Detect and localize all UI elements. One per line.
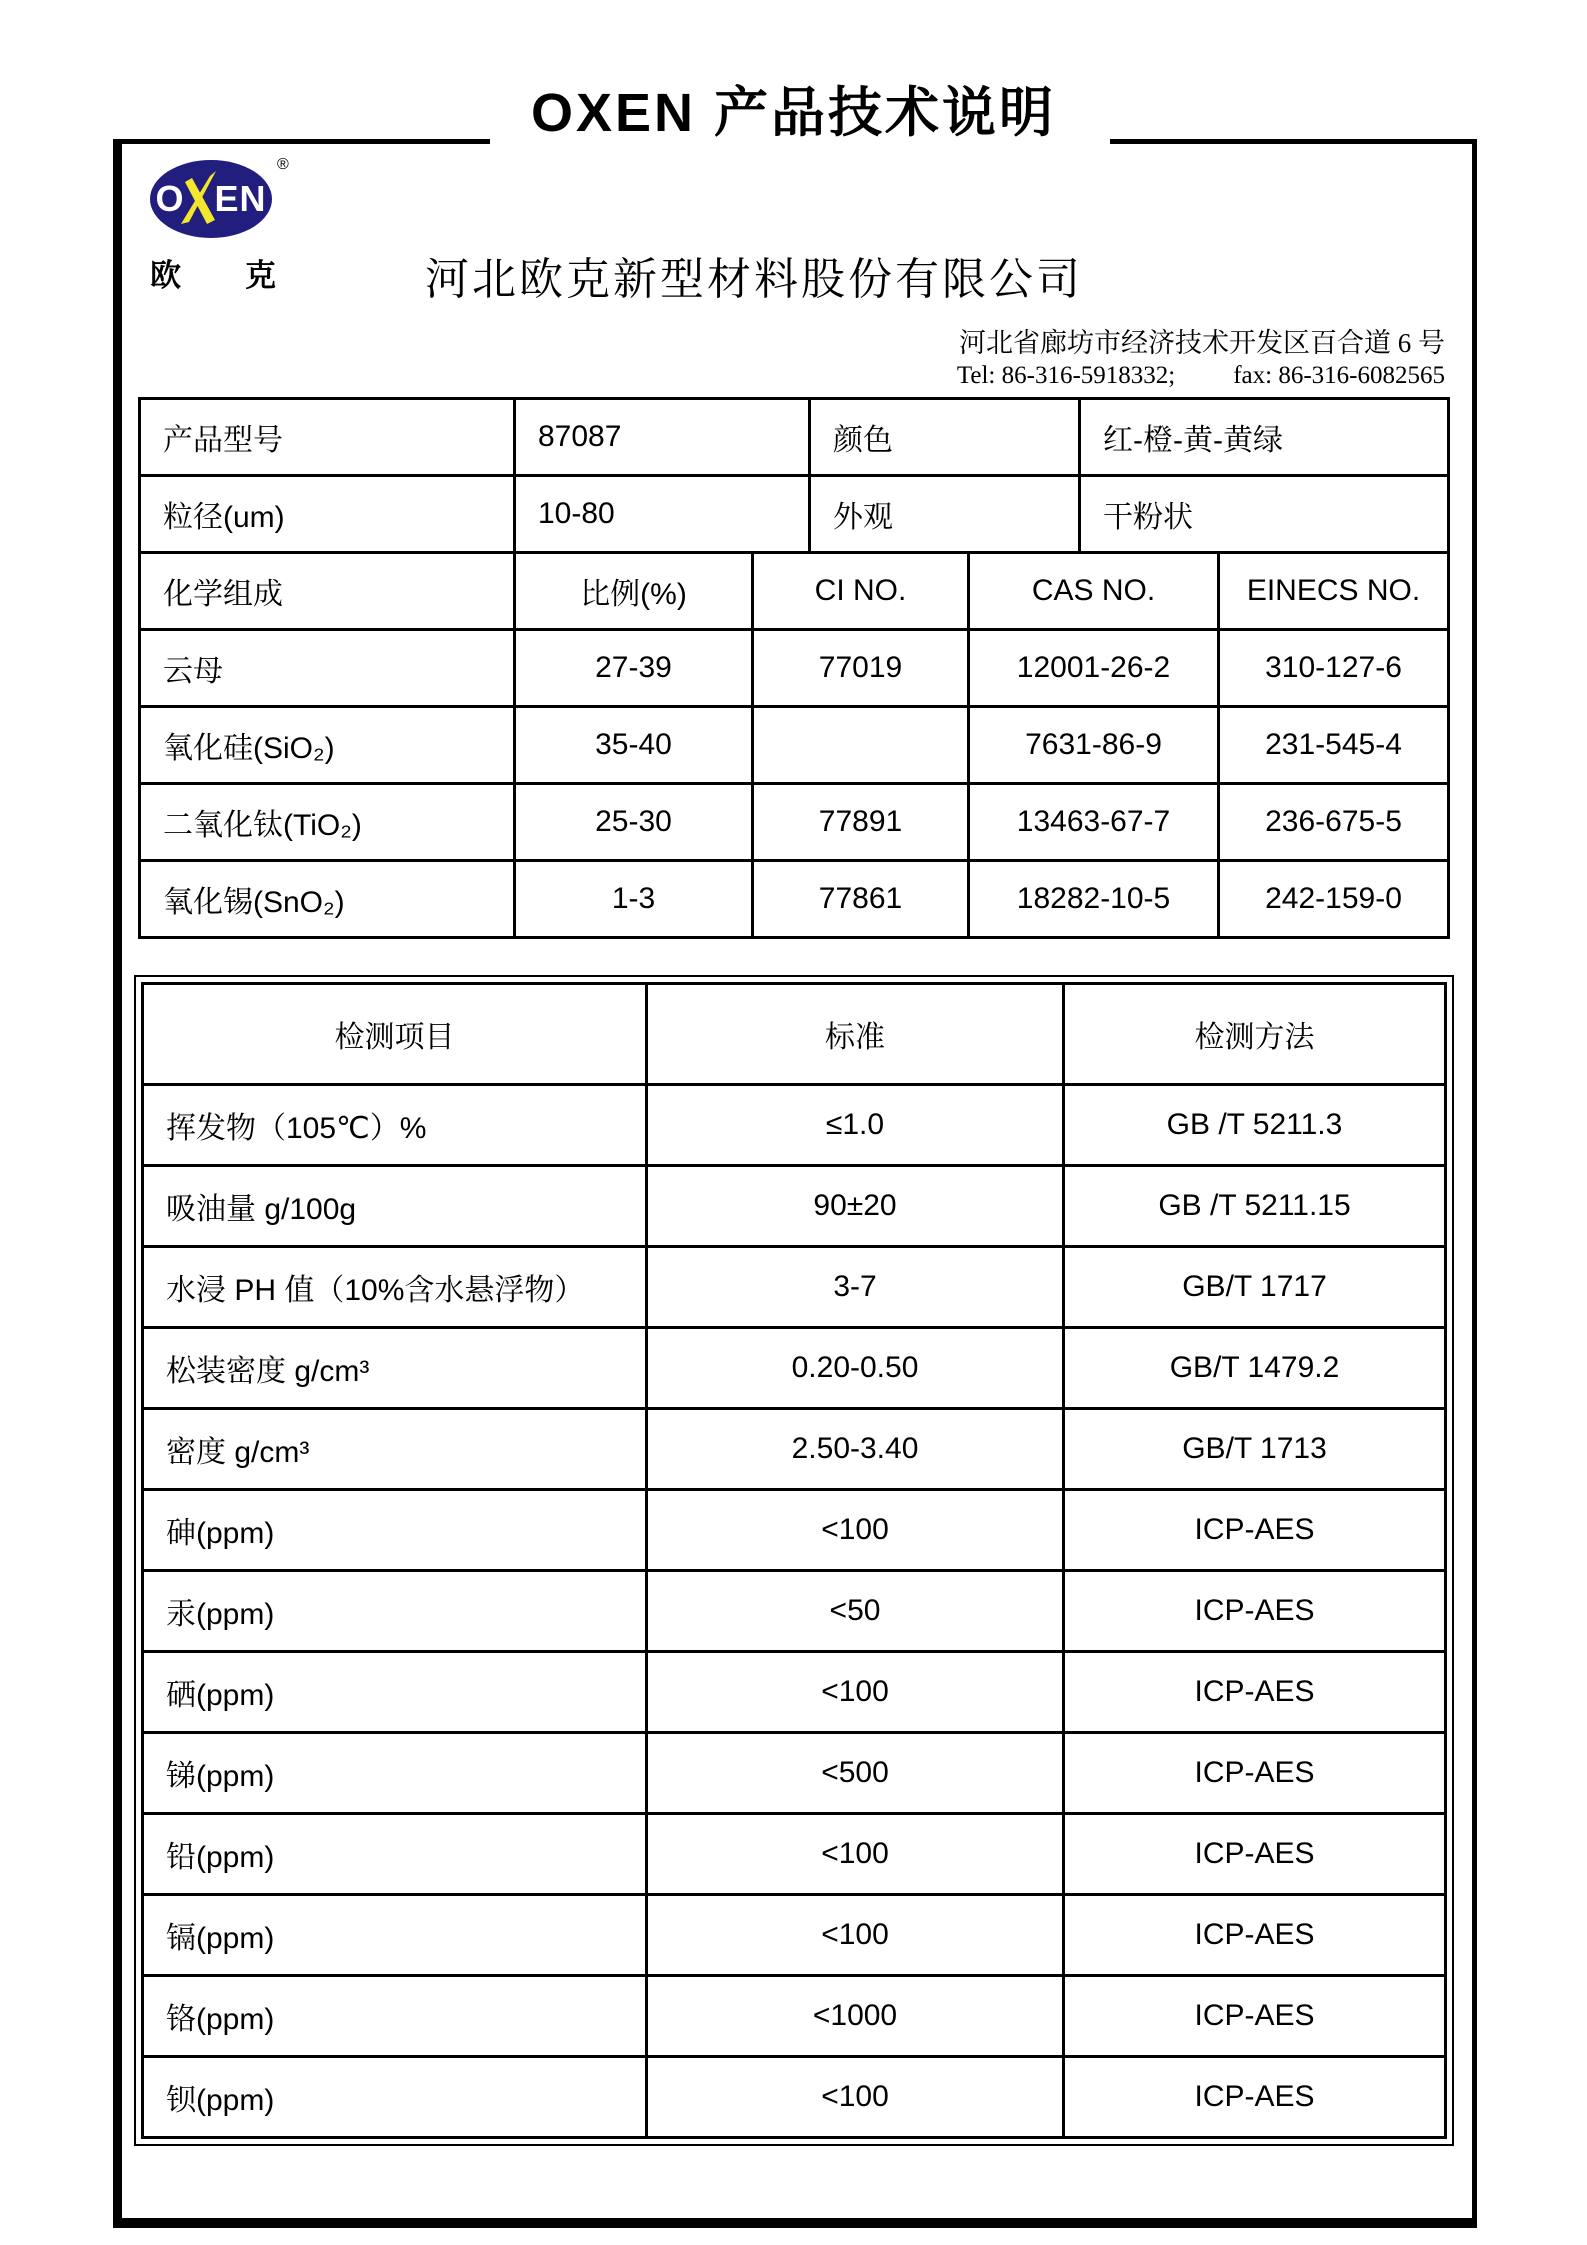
column-header-test-item: 检测项目 [143, 984, 647, 1085]
table-cell: GB/T 1717 [1064, 1247, 1446, 1328]
table-cell: 粒径(um) [140, 476, 515, 553]
table-row [140, 476, 1449, 553]
table-cell: ICP-AES [1064, 2057, 1446, 2138]
table-row [143, 1571, 1446, 1652]
table-row [140, 707, 1449, 784]
table-cell: ICP-AES [1064, 1976, 1446, 2057]
oxen-logo [150, 160, 272, 238]
table-cell: 水浸 PH 值（10%含水悬浮物） [143, 1247, 647, 1328]
table-row [143, 1976, 1446, 2057]
table-cell: 2.50-3.40 [647, 1409, 1064, 1490]
table-cell: 红-橙-黄-黄绿 [1080, 399, 1449, 476]
company-telfax [957, 360, 1445, 391]
table-cell: 13463-67-7 [969, 784, 1219, 861]
company-tel: Tel: 86-316-5918332; [956, 362, 1176, 389]
spec-tables-block [138, 397, 1450, 939]
table-cell: 25-30 [515, 784, 753, 861]
page-title: OXEN 产品技术说明 [530, 83, 1057, 143]
table-cell: 云母 [140, 630, 515, 707]
table-cell: 236-675-5 [1219, 784, 1449, 861]
column-header-einecs-no: EINECS NO. [1219, 553, 1449, 630]
table-row [140, 784, 1449, 861]
table-cell: 颜色 [810, 399, 1080, 476]
logo-caption [150, 250, 276, 295]
table-cell: 氧化锡(SnO₂) [140, 861, 515, 938]
logo-caption-right: 克 [245, 258, 276, 293]
table-cell: <100 [647, 1490, 1064, 1571]
table-cell: 12001-26-2 [969, 630, 1219, 707]
table-row [140, 630, 1449, 707]
table-cell: 密度 g/cm³ [143, 1409, 647, 1490]
logo-caption-left: 欧 [150, 258, 181, 293]
table-cell: 硒(ppm) [143, 1652, 647, 1733]
table-cell: <500 [647, 1733, 1064, 1814]
table-cell: 锑(ppm) [143, 1733, 647, 1814]
table-row [143, 1895, 1446, 1976]
table-cell: <100 [647, 1652, 1064, 1733]
table-cell: ICP-AES [1064, 1814, 1446, 1895]
table-cell: 1-3 [515, 861, 753, 938]
table-cell: GB /T 5211.15 [1064, 1166, 1446, 1247]
table-cell: 镉(ppm) [143, 1895, 647, 1976]
table-row [143, 2057, 1446, 2138]
table-cell: ICP-AES [1064, 1571, 1446, 1652]
company-contact-block [957, 327, 1445, 391]
table-row [143, 1166, 1446, 1247]
product-info-table [138, 397, 1450, 554]
composition-table [138, 551, 1450, 939]
column-header-ci-no: CI NO. [753, 553, 969, 630]
table-cell: 10-80 [515, 476, 810, 553]
table-row [140, 861, 1449, 938]
table-cell: 0.20-0.50 [647, 1328, 1064, 1409]
table-cell: 吸油量 g/100g [143, 1166, 647, 1247]
table-cell: 231-545-4 [1219, 707, 1449, 784]
table-header-row [140, 553, 1449, 630]
company-fax: fax: 86-316-6082565 [1233, 362, 1445, 389]
column-header-cas-no: CAS NO. [969, 553, 1219, 630]
test-table [141, 982, 1447, 2139]
table-cell: 77891 [753, 784, 969, 861]
table-cell: 二氧化钛(TiO₂) [140, 784, 515, 861]
table-row [143, 1409, 1446, 1490]
table-cell: 35-40 [515, 707, 753, 784]
table-cell: GB /T 5211.3 [1064, 1085, 1446, 1166]
table-cell: 松装密度 g/cm³ [143, 1328, 647, 1409]
table-cell: 外观 [810, 476, 1080, 553]
table-cell: 钡(ppm) [143, 2057, 647, 2138]
registered-trademark-icon: ® [277, 156, 289, 173]
company-address: 河北省廊坊市经济技术开发区百合道 6 号 [959, 328, 1445, 358]
table-cell: <100 [647, 2057, 1064, 2138]
table-row [143, 1085, 1446, 1166]
table-cell: 27-39 [515, 630, 753, 707]
column-header-standard: 标准 [647, 984, 1064, 1085]
table-cell: ICP-AES [1064, 1895, 1446, 1976]
table-cell: 18282-10-5 [969, 861, 1219, 938]
test-table-wrapper [134, 975, 1454, 2146]
table-cell [753, 707, 969, 784]
table-cell: <100 [647, 1814, 1064, 1895]
table-cell: ICP-AES [1064, 1733, 1446, 1814]
table-row [143, 1733, 1446, 1814]
table-cell: 挥发物（105℃）% [143, 1085, 647, 1166]
table-cell: 产品型号 [140, 399, 515, 476]
table-cell: 310-127-6 [1219, 630, 1449, 707]
table-cell: GB/T 1479.2 [1064, 1328, 1446, 1409]
table-cell: 7631-86-9 [969, 707, 1219, 784]
table-cell: 3-7 [647, 1247, 1064, 1328]
table-cell: <100 [647, 1895, 1064, 1976]
table-row [143, 1247, 1446, 1328]
table-row [143, 1652, 1446, 1733]
table-cell: ICP-AES [1064, 1490, 1446, 1571]
logo-letters-en: EN [214, 178, 267, 219]
table-header-row [143, 984, 1446, 1085]
table-cell: 242-159-0 [1219, 861, 1449, 938]
column-header-test-method: 检测方法 [1064, 984, 1446, 1085]
table-cell: 87087 [515, 399, 810, 476]
table-cell: GB/T 1713 [1064, 1409, 1446, 1490]
company-name: 河北欧克新型材料股份有限公司 [425, 255, 1083, 304]
star-x-icon [183, 170, 217, 228]
logo-letter-o: O [155, 178, 185, 219]
column-header-ratio: 比例(%) [515, 553, 753, 630]
table-row [143, 1328, 1446, 1409]
table-cell: 干粉状 [1080, 476, 1449, 553]
table-cell: 90±20 [647, 1166, 1064, 1247]
table-cell: <1000 [647, 1976, 1064, 2057]
table-row [140, 399, 1449, 476]
table-cell: 氧化硅(SiO₂) [140, 707, 515, 784]
table-cell: 铅(ppm) [143, 1814, 647, 1895]
table-cell: 铬(ppm) [143, 1976, 647, 2057]
table-cell: 砷(ppm) [143, 1490, 647, 1571]
table-cell: <50 [647, 1571, 1064, 1652]
table-row [143, 1490, 1446, 1571]
table-cell: 汞(ppm) [143, 1571, 647, 1652]
table-cell: ≤1.0 [647, 1085, 1064, 1166]
table-cell: 77861 [753, 861, 969, 938]
table-cell: 77019 [753, 630, 969, 707]
column-header-composition: 化学组成 [140, 553, 515, 630]
table-row [143, 1814, 1446, 1895]
table-cell: ICP-AES [1064, 1652, 1446, 1733]
